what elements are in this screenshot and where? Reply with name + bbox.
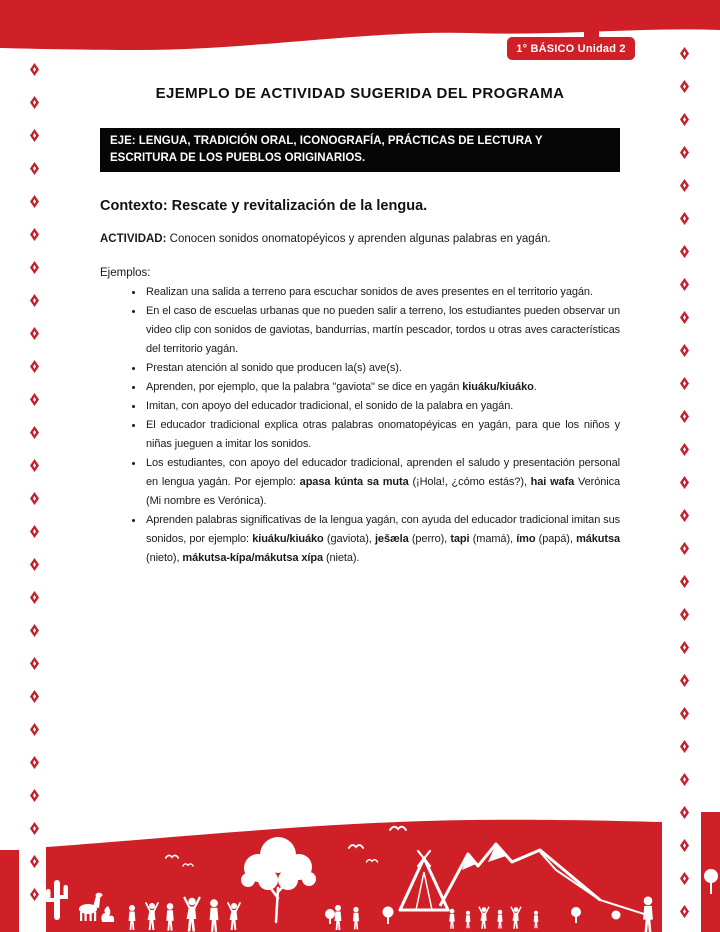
ornament-column-left bbox=[30, 63, 39, 901]
diamond-ornament bbox=[30, 426, 39, 439]
diamond-ornament bbox=[680, 344, 689, 357]
contexto-heading: Contexto: Rescate y revitalización de la lengua. bbox=[100, 198, 428, 214]
list-item: • El educador tradicional explica otras palabras onomatopéyicas en yagán, para que los niños y niñas jueguen a imitar los sonidos. bbox=[144, 416, 620, 454]
diamond-ornament bbox=[680, 179, 689, 192]
diamond-ornament bbox=[30, 162, 39, 175]
diamond-ornament bbox=[680, 806, 689, 819]
diamond-ornament bbox=[680, 641, 689, 654]
diamond-ornament bbox=[680, 113, 689, 126]
diamond-ornament bbox=[680, 47, 689, 60]
diamond-ornament bbox=[30, 888, 39, 901]
diamond-ornament bbox=[30, 327, 39, 340]
diamond-ornament bbox=[30, 624, 39, 637]
diamond-ornament bbox=[680, 245, 689, 258]
diamond-ornament bbox=[680, 410, 689, 423]
unit-badge bbox=[507, 37, 635, 60]
unit-badge-label: 1° BÁSICO Unidad 2 bbox=[516, 42, 626, 55]
diamond-ornament bbox=[680, 80, 689, 93]
list-item: • Imitan, con apoyo del educador tradicional, el sonido de la palabra en yagán. bbox=[144, 397, 620, 416]
diamond-ornament bbox=[680, 146, 689, 159]
diamond-ornament bbox=[680, 773, 689, 786]
diamond-ornament bbox=[680, 311, 689, 324]
diamond-ornament bbox=[30, 96, 39, 109]
list-item: • Prestan atención al sonido que producen la(s) ave(s). bbox=[144, 359, 620, 378]
footer-art bbox=[0, 792, 720, 932]
diamond-ornament bbox=[30, 459, 39, 472]
diamond-ornament bbox=[680, 872, 689, 885]
diamond-ornament bbox=[30, 558, 39, 571]
diamond-ornament bbox=[680, 740, 689, 753]
diamond-ornament bbox=[680, 839, 689, 852]
diamond-ornament bbox=[30, 63, 39, 76]
diamond-ornament bbox=[30, 822, 39, 835]
actividad-label: ACTIVIDAD: bbox=[100, 233, 167, 245]
diamond-ornament bbox=[30, 261, 39, 274]
page-title: EJEMPLO DE ACTIVIDAD SUGERIDA DEL PROGRAMA bbox=[155, 85, 565, 102]
diamond-ornament bbox=[680, 575, 689, 588]
document-body bbox=[100, 84, 620, 568]
diamond-ornament bbox=[30, 657, 39, 670]
diamond-ornament bbox=[30, 756, 39, 769]
diamond-ornament bbox=[680, 542, 689, 555]
diamond-ornament bbox=[680, 707, 689, 720]
diamond-ornament bbox=[680, 212, 689, 225]
diamond-ornament bbox=[30, 492, 39, 505]
diamond-ornament bbox=[30, 294, 39, 307]
diamond-ornament bbox=[30, 525, 39, 538]
ejemplos-label: Ejemplos: bbox=[100, 267, 151, 279]
diamond-ornament bbox=[680, 443, 689, 456]
diamond-ornament bbox=[30, 855, 39, 868]
diamond-ornament bbox=[30, 789, 39, 802]
diamond-ornament bbox=[680, 608, 689, 621]
actividad-line bbox=[100, 232, 620, 247]
footer-left-bar bbox=[0, 850, 19, 932]
actividad-text: Conocen sonidos onomatopéyicos y aprenden algunas palabras en yagán. bbox=[166, 233, 551, 245]
list-item: • Aprenden, por ejemplo, que la palabra "gaviota" se dice en yagán kiuáku/kiuáko. bbox=[144, 378, 620, 397]
diamond-ornament bbox=[680, 278, 689, 291]
list-item: • Los estudiantes, con apoyo del educador tradicional, aprenden el saludo y presentación personal en lengua yagán. Por ejemplo: apasa kúnta sa muta (¡Hola!, ¿cómo estás?), hai wafa Verónica (Mi nombre es Verónica). bbox=[144, 454, 620, 511]
list-item: • Aprenden palabras significativas de la lengua yagán, con ayuda del educador tradicional imitan sus sonidos, por ejemplo: kiuáku/kiuáko (gaviota), ješæla (perro), tapi (mamá), ímo (papá), mákutsa (nieto), mákutsa-kípa/mákutsa xípa (nieta). bbox=[144, 511, 620, 568]
bullet-list bbox=[100, 283, 620, 568]
diamond-ornament bbox=[30, 195, 39, 208]
list-item: • En el caso de escuelas urbanas que no pueden salir a terreno, los estudiantes pueden observar un video clip con sonidos de gaviotas, bandurrias, martín pescador, tordos u otras aves características del territorio yagán. bbox=[144, 302, 620, 359]
diamond-ornament bbox=[680, 905, 689, 918]
diamond-ornament bbox=[30, 591, 39, 604]
diamond-ornament bbox=[680, 377, 689, 390]
diamond-ornament bbox=[30, 690, 39, 703]
diamond-ornament bbox=[680, 509, 689, 522]
diamond-ornament bbox=[680, 476, 689, 489]
diamond-ornament bbox=[30, 393, 39, 406]
diamond-ornament bbox=[30, 228, 39, 241]
diamond-ornament bbox=[30, 129, 39, 142]
diamond-ornament bbox=[30, 360, 39, 373]
ornament-column-right bbox=[680, 47, 689, 918]
list-item: • Realizan una salida a terreno para escuchar sonidos de aves presentes en el territorio yagán. bbox=[144, 283, 620, 302]
eje-bar: EJE: LENGUA, TRADICIÓN ORAL, ICONOGRAFÍA, PRÁCTICAS DE LECTURA Y ESCRITURA DE LOS PUEBLOS ORIGINARIOS. bbox=[100, 128, 620, 172]
diamond-ornament bbox=[680, 674, 689, 687]
diamond-ornament bbox=[30, 723, 39, 736]
